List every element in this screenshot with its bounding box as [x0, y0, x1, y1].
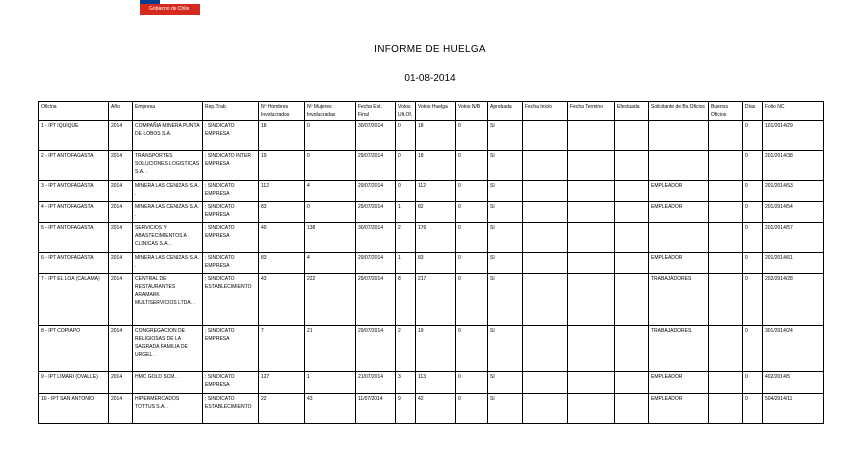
cell-buenos-oficios [709, 181, 743, 202]
cell-folio-nc: 201/2014/61 [763, 253, 824, 274]
cell-solicitante-bs-oficios: EMPLEADOR [649, 202, 709, 223]
cell-rep-trab: ; SINDICATO INTER EMPRESA [203, 151, 259, 181]
cell-rep-trab: ; SINDICATO EMPRESA [203, 326, 259, 372]
government-logo [140, 0, 200, 15]
cell-efectuada [615, 202, 649, 223]
cell-rep-trab: ; SINDICATO EMPRESA [203, 253, 259, 274]
cell-votos-nb: 0 [456, 121, 488, 151]
report-date: 01-08-2014 [404, 73, 456, 84]
cell-folio-nc: 504/2014/11 [763, 394, 824, 424]
cell-votos-nb: 0 [456, 394, 488, 424]
table-row [39, 223, 824, 253]
column-header-buenos-oficios: Buenos Oficios [709, 102, 743, 121]
cell-efectuada [615, 394, 649, 424]
cell-fecha-termino [568, 181, 615, 202]
cell-empresa: MINERA LAS CENIZAS S.A. . [133, 253, 203, 274]
cell-buenos-oficios [709, 121, 743, 151]
cell-folio-nc: 301/2014/24 [763, 326, 824, 372]
column-header-votos-ult-of: Votos Ult.Of. [396, 102, 416, 121]
cell-rep-trab: ; SINDICATO ESTABLECIMIENTO [203, 274, 259, 326]
cell-oficina: 7 - IPT EL LOA (CALAMA) [39, 274, 109, 326]
cell-n-hombres: 19 [259, 151, 305, 181]
cell-efectuada [615, 326, 649, 372]
cell-votos-nb: 0 [456, 326, 488, 372]
cell-n-mujeres: 0 [305, 151, 356, 181]
column-header-folio-nc: Folio NC [763, 102, 824, 121]
cell-n-hombres: 83 [259, 202, 305, 223]
table-row [39, 274, 824, 326]
cell-n-mujeres: 1 [305, 372, 356, 394]
cell-n-mujeres: 222 [305, 274, 356, 326]
cell-anio: 2014 [109, 181, 133, 202]
cell-fecha-inicio [523, 326, 568, 372]
cell-rep-trab: ; SINDICATO EMPRESA [203, 121, 259, 151]
cell-votos-nb: 0 [456, 151, 488, 181]
cell-votos-nb: 0 [456, 202, 488, 223]
cell-fecha-ext-final: 30/07/2014 [356, 223, 396, 253]
cell-votos-ult-of: 3 [396, 372, 416, 394]
cell-n-hombres: 112 [259, 181, 305, 202]
cell-fecha-inicio [523, 274, 568, 326]
table-row [39, 394, 824, 424]
cell-dias: 0 [743, 151, 763, 181]
cell-dias: 0 [743, 223, 763, 253]
cell-solicitante-bs-oficios: EMPLEADOR [649, 253, 709, 274]
cell-fecha-ext-final: 29/07/2014 [356, 181, 396, 202]
column-header-anio: Año [109, 102, 133, 121]
cell-oficina: 3 - IPT ANTOFAGASTA [39, 181, 109, 202]
cell-fecha-inicio [523, 151, 568, 181]
cell-empresa: CONGREGACION DE RELIGIOSAS DE LA SAGRADA FAMILIA DE URGEL . [133, 326, 203, 372]
cell-aprobada: SI [488, 202, 523, 223]
cell-anio: 2014 [109, 202, 133, 223]
cell-buenos-oficios [709, 274, 743, 326]
cell-votos-ult-of: 2 [396, 326, 416, 372]
cell-n-mujeres: 4 [305, 181, 356, 202]
cell-aprobada: SI [488, 121, 523, 151]
cell-rep-trab: ; SINDICATO ESTABLECIMIENTO [203, 394, 259, 424]
cell-solicitante-bs-oficios: TRABAJADORES [649, 274, 709, 326]
cell-votos-ult-of: 2 [396, 223, 416, 253]
table-row [39, 121, 824, 151]
cell-fecha-inicio [523, 372, 568, 394]
cell-rep-trab: ; SINDICATO EMPRESA [203, 372, 259, 394]
cell-anio: 2014 [109, 372, 133, 394]
cell-votos-nb: 0 [456, 253, 488, 274]
table-row [39, 181, 824, 202]
cell-folio-nc: 201/2014/38 [763, 151, 824, 181]
cell-fecha-termino [568, 121, 615, 151]
table-body [39, 121, 824, 424]
cell-anio: 2014 [109, 394, 133, 424]
cell-buenos-oficios [709, 223, 743, 253]
cell-anio: 2014 [109, 253, 133, 274]
cell-solicitante-bs-oficios: EMPLEADOR [649, 372, 709, 394]
cell-folio-nc: 201/2014/53 [763, 181, 824, 202]
cell-votos-huelga: 42 [416, 394, 456, 424]
cell-votos-nb: 0 [456, 372, 488, 394]
cell-fecha-ext-final: 11/07/2014 [356, 394, 396, 424]
cell-fecha-ext-final: 29/07/2014 [356, 274, 396, 326]
column-header-solicitante-bs-oficios: Solicitante de Bs.Oficios [649, 102, 709, 121]
cell-solicitante-bs-oficios [649, 121, 709, 151]
table-header-row [39, 102, 824, 121]
cell-dias: 0 [743, 121, 763, 151]
cell-votos-huelga: 83 [416, 253, 456, 274]
cell-fecha-termino [568, 372, 615, 394]
cell-n-hombres: 127 [259, 372, 305, 394]
cell-votos-ult-of: 0 [396, 121, 416, 151]
cell-votos-ult-of: 9 [396, 394, 416, 424]
cell-fecha-termino [568, 326, 615, 372]
cell-efectuada [615, 223, 649, 253]
cell-n-hombres: 83 [259, 253, 305, 274]
cell-n-mujeres: 4 [305, 253, 356, 274]
cell-buenos-oficios [709, 202, 743, 223]
column-header-n-hombres: Nº Hombres Involucrados [259, 102, 305, 121]
cell-empresa: MINERA LAS CENIZAS S.A. . [133, 181, 203, 202]
cell-votos-huelga: 18 [416, 121, 456, 151]
column-header-rep-trab: Rep.Trab. [203, 102, 259, 121]
strike-report-table [38, 101, 824, 424]
cell-fecha-termino [568, 274, 615, 326]
cell-votos-ult-of: 1 [396, 253, 416, 274]
cell-n-hombres: 43 [259, 274, 305, 326]
cell-dias: 0 [743, 326, 763, 372]
table-row [39, 253, 824, 274]
cell-anio: 2014 [109, 151, 133, 181]
cell-empresa: MINERA LAS CENIZAS S.A. . [133, 202, 203, 223]
cell-n-hombres: 7 [259, 326, 305, 372]
cell-aprobada: SI [488, 394, 523, 424]
cell-folio-nc: 402/2014/5 [763, 372, 824, 394]
cell-rep-trab: ; SINDICATO EMPRESA [203, 202, 259, 223]
cell-votos-nb: 0 [456, 181, 488, 202]
cell-solicitante-bs-oficios [649, 151, 709, 181]
cell-fecha-ext-final: 29/07/2014 [356, 253, 396, 274]
cell-anio: 2014 [109, 121, 133, 151]
cell-fecha-inicio [523, 394, 568, 424]
cell-solicitante-bs-oficios: EMPLEADOR [649, 394, 709, 424]
cell-fecha-termino [568, 253, 615, 274]
cell-folio-nc: 201/2014/57 [763, 223, 824, 253]
cell-oficina: 1 - IPT IQUIQUE [39, 121, 109, 151]
column-header-empresa: Empresa [133, 102, 203, 121]
column-header-oficina: Oficina [39, 102, 109, 121]
cell-dias: 0 [743, 181, 763, 202]
cell-n-hombres: 40 [259, 223, 305, 253]
cell-votos-ult-of: 0 [396, 151, 416, 181]
cell-votos-huelga: 82 [416, 202, 456, 223]
cell-oficina: 5 - IPT ANTOFAGASTA [39, 223, 109, 253]
cell-efectuada [615, 372, 649, 394]
cell-n-mujeres: 43 [305, 394, 356, 424]
table-row [39, 202, 824, 223]
cell-dias: 0 [743, 253, 763, 274]
cell-rep-trab: ; SINDICATO EMPRESA [203, 223, 259, 253]
cell-dias: 0 [743, 274, 763, 326]
cell-empresa: CENTRAL DE RESTAURANTES ARAMARK MULTISERVICIOS LTDA. . [133, 274, 203, 326]
cell-votos-ult-of: 0 [396, 181, 416, 202]
cell-aprobada: SI [488, 253, 523, 274]
cell-rep-trab: ; SINDICATO EMPRESA [203, 181, 259, 202]
cell-oficina: 4 - IPT ANTOFAGASTA [39, 202, 109, 223]
cell-folio-nc: 202/2014/28 [763, 274, 824, 326]
cell-solicitante-bs-oficios [649, 223, 709, 253]
cell-efectuada [615, 253, 649, 274]
cell-fecha-termino [568, 394, 615, 424]
cell-anio: 2014 [109, 223, 133, 253]
column-header-efectuada: Efectuada [615, 102, 649, 121]
column-header-votos-nb: Votos N/B [456, 102, 488, 121]
cell-buenos-oficios [709, 394, 743, 424]
cell-dias: 0 [743, 202, 763, 223]
cell-fecha-inicio [523, 223, 568, 253]
cell-fecha-inicio [523, 181, 568, 202]
cell-oficina: 2 - IPT ANTOFAGASTA [39, 151, 109, 181]
cell-efectuada [615, 121, 649, 151]
table-row [39, 151, 824, 181]
cell-oficina: 6 - IPT ANTOFAGASTA [39, 253, 109, 274]
column-header-fecha-inicio: Fecha Inicio [523, 102, 568, 121]
table-row [39, 326, 824, 372]
cell-empresa: HMC GOLD SCM. . [133, 372, 203, 394]
column-header-dias: Días [743, 102, 763, 121]
cell-solicitante-bs-oficios: EMPLEADOR [649, 181, 709, 202]
cell-efectuada [615, 274, 649, 326]
cell-n-mujeres: 138 [305, 223, 356, 253]
cell-efectuada [615, 151, 649, 181]
cell-votos-nb: 0 [456, 274, 488, 326]
cell-fecha-ext-final: 30/07/2014 [356, 121, 396, 151]
cell-fecha-termino [568, 202, 615, 223]
cell-anio: 2014 [109, 274, 133, 326]
cell-fecha-ext-final: 29/07/2014 [356, 151, 396, 181]
cell-buenos-oficios [709, 151, 743, 181]
column-header-fecha-ext-final: Fecha Ext. Final [356, 102, 396, 121]
cell-fecha-inicio [523, 121, 568, 151]
cell-oficina: 8 - IPT COPIAPO [39, 326, 109, 372]
cell-votos-huelga: 217 [416, 274, 456, 326]
cell-n-hombres: 18 [259, 121, 305, 151]
column-header-aprobada: Aprobada [488, 102, 523, 121]
logo-text: Gobierno de Chile [149, 6, 190, 12]
cell-n-hombres: 22 [259, 394, 305, 424]
cell-fecha-termino [568, 151, 615, 181]
cell-dias: 0 [743, 372, 763, 394]
cell-votos-huelga: 112 [416, 181, 456, 202]
cell-aprobada: SI [488, 274, 523, 326]
cell-empresa: COMPAÑIA MINERA PUNTA DE LOBOS S.A. [133, 121, 203, 151]
cell-folio-nc: 201/2014/54 [763, 202, 824, 223]
cell-aprobada: SI [488, 223, 523, 253]
cell-n-mujeres: 0 [305, 202, 356, 223]
cell-fecha-ext-final: 29/07/2014 [356, 326, 396, 372]
cell-dias: 0 [743, 394, 763, 424]
cell-oficina: 10 - IPT SAN ANTONIO [39, 394, 109, 424]
cell-fecha-ext-final: 29/07/2014 [356, 202, 396, 223]
cell-empresa: HIPERMERCADOS TOTTUS S.A. . [133, 394, 203, 424]
cell-votos-nb: 0 [456, 223, 488, 253]
cell-votos-huelga: 176 [416, 223, 456, 253]
cell-solicitante-bs-oficios: TRABAJADORES [649, 326, 709, 372]
cell-empresa: SERVICIOS Y ABASTECIMIENTOS A CLINICAS S.A. . [133, 223, 203, 253]
cell-n-mujeres: 0 [305, 121, 356, 151]
cell-votos-ult-of: 8 [396, 274, 416, 326]
cell-buenos-oficios [709, 326, 743, 372]
cell-aprobada: SI [488, 151, 523, 181]
cell-fecha-inicio [523, 202, 568, 223]
column-header-n-mujeres: Nº Mujeres Involucradas [305, 102, 356, 121]
cell-anio: 2014 [109, 326, 133, 372]
cell-aprobada: SI [488, 372, 523, 394]
cell-buenos-oficios [709, 372, 743, 394]
cell-fecha-termino [568, 223, 615, 253]
cell-folio-nc: 101/2014/29 [763, 121, 824, 151]
cell-fecha-inicio [523, 253, 568, 274]
cell-votos-huelga: 18 [416, 151, 456, 181]
cell-aprobada: SI [488, 326, 523, 372]
cell-fecha-ext-final: 21/07/2014 [356, 372, 396, 394]
cell-buenos-oficios [709, 253, 743, 274]
cell-n-mujeres: 21 [305, 326, 356, 372]
cell-efectuada [615, 181, 649, 202]
report-title: INFORME DE HUELGA [374, 44, 486, 55]
cell-votos-huelga: 113 [416, 372, 456, 394]
column-header-fecha-termino: Fecha Termino [568, 102, 615, 121]
cell-oficina: 9 - IPT LIMARI (OVALLE) [39, 372, 109, 394]
cell-votos-ult-of: 1 [396, 202, 416, 223]
cell-votos-huelga: 19 [416, 326, 456, 372]
cell-empresa: TRANSPORTES SOLUCIONES LOGISTICAS S.A. . [133, 151, 203, 181]
cell-aprobada: SI [488, 181, 523, 202]
column-header-votos-huelga: Votos Huelga [416, 102, 456, 121]
table-row [39, 372, 824, 394]
